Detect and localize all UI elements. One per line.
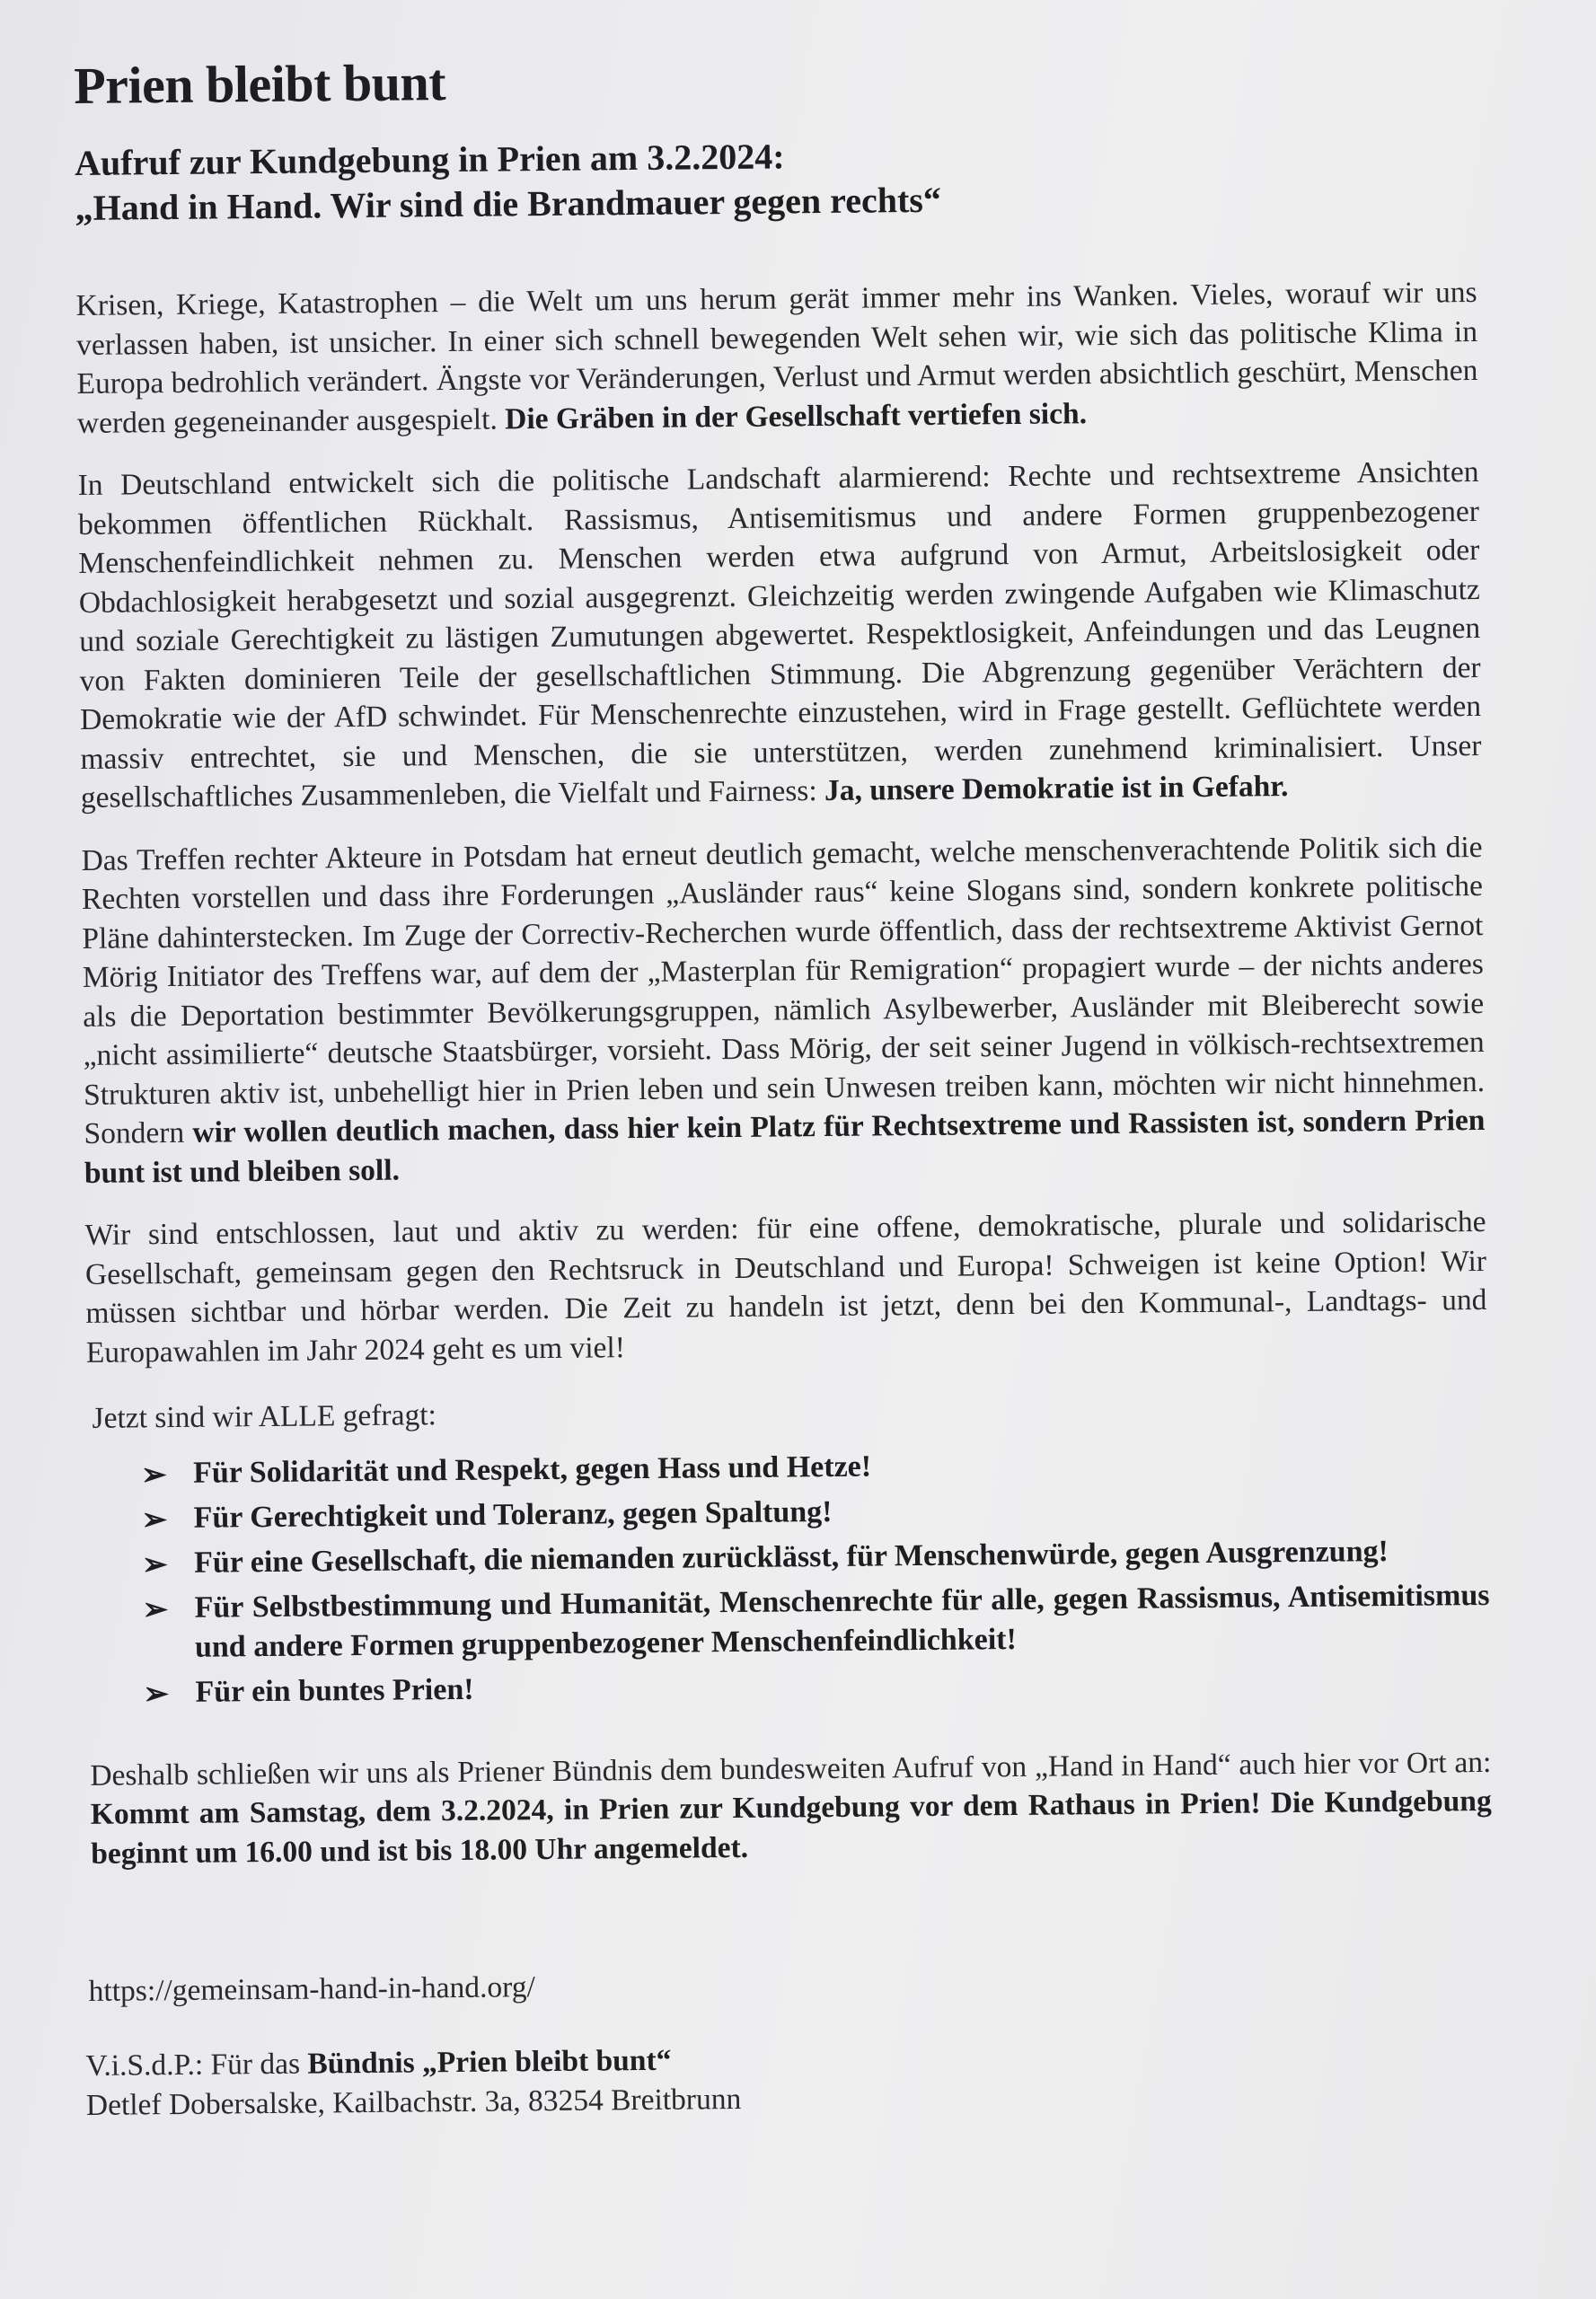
paragraph-emphasis: Die Gräben in der Gesellschaft vertiefen sich. (504, 396, 1088, 436)
demands-list (87, 1440, 1491, 1713)
arrowhead-bullet-icon: ➢ (141, 1502, 168, 1537)
paragraph-text: Wir sind entschlossen, laut und aktiv zu werden: für eine offene, demokratische, plurale und solidarische Gesellschaft, gemeinsam gegen den Rechtsruck in Deutschland und Europa! Schweigen ist keine Option! Wir müssen sichtbar und hörbar werden. Die Zeit zu handeln ist jetzt, denn bei den Kommunal-, Landtags- und Europawahlen im Jahr 2024 geht es um viel! (84, 1204, 1487, 1370)
flyer-content (74, 42, 1495, 2126)
demand-item (143, 1660, 1490, 1712)
demand-item (142, 1575, 1490, 1667)
paragraph-text: In Deutschland entwickelt sich die politische Landschaft alarmierend: Rechte und rechtsextreme Ansichten bekommen öffentlichen Rückhalt. Rassismus, Antisemitismus und andere Formen gruppenbezogener Menschenfeindlichkeit nehmen zu. Menschen werden etwa aufgrund von Armut, Arbeitslosigkeit oder Obdachlosigkeit herabgesetzt und sozial ausgegrenzt. Gleichzeitig werden zwingende Aufgaben wie Klimaschutz und soziale Gerechtigkeit zu lästigen Zumutungen abgewertet. Respektlosigkeit, Anfeindungen und das Leugnen von Fakten dominieren Teile der gesellschaftlichen Stimmung. Die Abgrenzung gegenüber Verächtern der Demokratie wie der AfD schwindet. Für Menschenrechte einzustehen, wird in Frage gestellt. Geflüchtete werden massiv entrechtet, sie und Menschen, die sie unterstützen, werden zunehmend kriminalisiert. Unser gesellschaftliches Zusammenleben, die Vielfalt und Fairness: (77, 455, 1482, 815)
demand-text: Für ein buntes Prien! (195, 1672, 474, 1709)
demand-text: Für eine Gesellschaft, die niemanden zurücklässt, für Menschenwürde, gegen Ausgrenzung! (193, 1534, 1389, 1580)
closing-emphasis: Kommt am Samstag, dem 3.2.2024, in Prien zur Kundgebung vor dem Rathaus in Prien! Die Kundgebung beginnt um 16.00 und ist bis 18.00 Uhr angemeldet. (90, 1784, 1492, 1871)
paragraph-germany (77, 453, 1482, 817)
paragraph-determined (84, 1202, 1487, 1372)
demand-item (142, 1530, 1489, 1582)
arrowhead-bullet-icon: ➢ (141, 1547, 168, 1581)
document-title: Prien bleibt bunt (74, 53, 446, 115)
imprint-alliance: Bündnis „Prien bleibt bunt“ (307, 2043, 672, 2081)
demand-item (141, 1440, 1488, 1493)
imprint (85, 2033, 1495, 2126)
website-link[interactable]: https://gemeinsam-hand-in-hand.org/ (88, 1970, 535, 2008)
arrowhead-bullet-icon: ➢ (143, 1677, 170, 1711)
paragraph-emphasis: Ja, unsere Demokratie ist in Gefahr. (824, 770, 1289, 808)
subtitle-line-2: „Hand in Hand. Wir sind die Brandmauer gegen rechts“ (75, 179, 942, 228)
arrowhead-bullet-icon: ➢ (140, 1458, 167, 1492)
document-subtitle (75, 128, 1477, 231)
paragraph-crises (75, 273, 1478, 443)
closing-text: Deshalb schließen wir uns als Priener Bündnis dem bundesweiten Aufruf von „Hand in Hand“ auch hier vor Ort an: (90, 1745, 1492, 1793)
paragraph-potsdam-meeting (81, 827, 1486, 1192)
arrowhead-bullet-icon: ➢ (142, 1592, 169, 1626)
imprint-prefix: V.i.S.d.P.: Für das (85, 2047, 308, 2083)
paragraph-closing-call (90, 1742, 1492, 1872)
demand-text: Für Selbstbestimmung und Humanität, Menschenrechte für alle, gegen Rassismus, Antisemitismus und andere Formen gruppenbezogener Menschenfeindlichkeit! (194, 1578, 1490, 1664)
paragraph-text: Das Treffen rechter Akteure in Potsdam hat erneut deutlich gemacht, welche menschenverachtende Politik sich die Rechten vorstellen und dass ihre Forderungen „Ausländer raus“ keine Slogans sind, sondern konkrete politische Pläne dahinterstecken. Im Zuge der Correctiv-Recherchen wurde öffentlich, dass der rechtsextreme Aktivist Gernot Mörig Initiator des Treffens war, auf dem der „Masterplan für Remigration“ propagiert wurde – der nichts anderes als die Deportation bestimmter Bevölkerungsgruppen, nämlich Asylbewerber, Ausländer mit Bleiberecht sowie „nicht assimilierte“ deutsche Staatsbürger, vorsieht. Dass Mörig, der seit seiner Jugend in völkisch-rechtsextremen Strukturen aktiv ist, unbehelligt hier in Prien leben und sein Unwesen treiben kann, möchten wir nicht hinnehmen. Sondern (81, 830, 1486, 1150)
imprint-address: Detlef Dobersalske, Kailbachstr. 3a, 83254 Breitbrunn (85, 2082, 742, 2122)
demand-text: Für Solidarität und Respekt, gegen Hass und Hetze! (192, 1449, 872, 1490)
paragraph-text: Krisen, Kriege, Katastrophen – die Welt um uns herum gerät immer mehr ins Wanken. Vieles, worauf wir uns verlassen haben, ist unsicher. In einer sich schnell bewegenden Welt sehen wir, wie sich das politische Klima in Europa bedrohlich verändert. Ängste vor Veränderungen, Verlust und Armut werden absichtlich geschürt, Menschen werden gegeneinander ausgespielt. (75, 276, 1478, 440)
demand-text: Für Gerechtigkeit und Toleranz, gegen Spaltung! (193, 1494, 833, 1535)
list-intro: Jetzt sind wir ALLE gefragt: (92, 1398, 437, 1435)
subtitle-line-1: Aufruf zur Kundgebung in Prien am 3.2.2024: (74, 136, 785, 183)
paragraph-emphasis: wir wollen deutlich machen, dass hier kein Platz für Rechtsextreme und Rassisten ist, sondern Prien bunt ist und bleiben soll. (84, 1103, 1486, 1190)
demand-item (141, 1485, 1488, 1537)
